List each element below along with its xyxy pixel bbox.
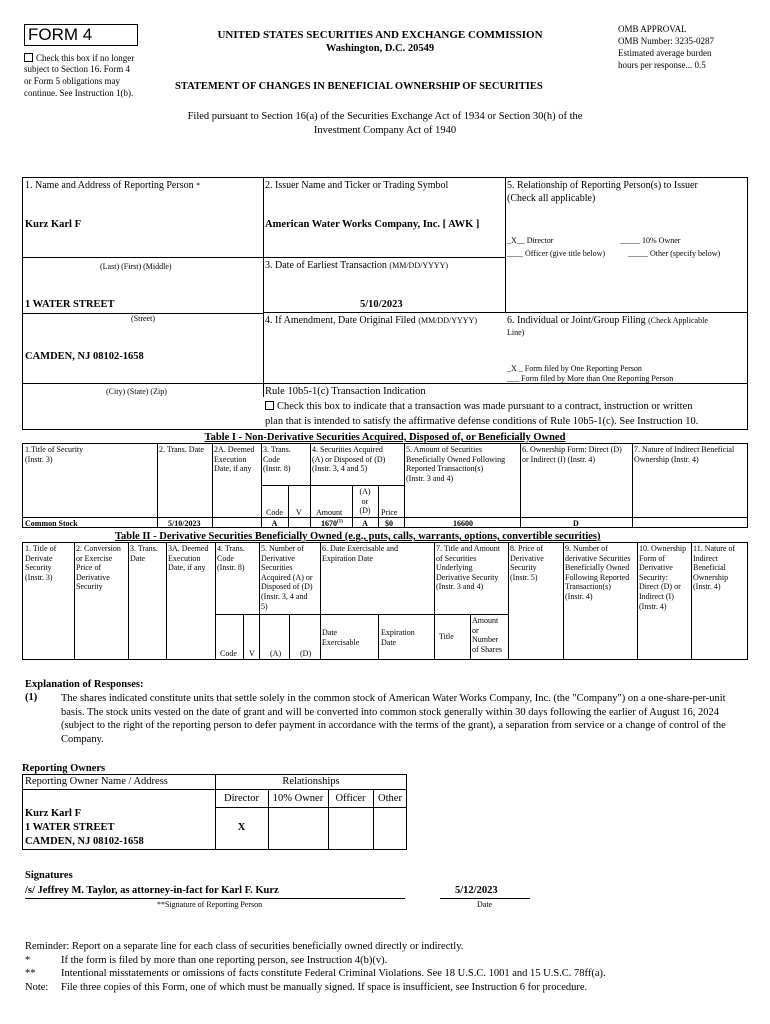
owner-city: CAMDEN, NJ 08102-1658 (25, 836, 144, 847)
footer-note1-mark: * (25, 955, 31, 966)
omb-line1: OMB APPROVAL (618, 24, 687, 34)
reporting-person-city: CAMDEN, NJ 08102-1658 (25, 351, 144, 362)
table1-title: Table I - Non-Derivative Securities Acquired, Disposed of, or Beneficially Owned (204, 432, 566, 443)
t2-sub-date-ex: Date Exercisable (322, 628, 360, 647)
filed-line2: Investment Company Act of 1940 (313, 125, 457, 136)
t1-h3: 2A. Deemed Execution Date, if any (214, 445, 255, 474)
owner-street: 1 WATER STREET (25, 822, 115, 833)
t1-sub-code: Code (266, 508, 283, 517)
t1-sub-aord: (A) or (D) (359, 487, 371, 516)
rule-text1: Check this box to indicate that a transaction was made pursuant to a contract, instruction or written (277, 401, 693, 412)
rule-checkbox-icon[interactable] (265, 401, 274, 410)
form-title: FORM 4 (28, 25, 93, 44)
officer-option: ____ Officer (give title below) (507, 249, 606, 258)
t2-sub-title: Title (439, 632, 454, 641)
statement-title: STATEMENT OF CHANGES IN BENEFICIAL OWNERSHIP OF SECURITIES (175, 81, 543, 92)
issuer-label: 2. Issuer Name and Ticker or Trading Symbol (265, 180, 449, 191)
t2-sub-amount: Amount or Number of Shares (472, 616, 502, 654)
t2-h12: 11. Nature of Indirect Beneficial Ownership (Instr. 4) (693, 544, 736, 592)
t1-sub-amount: Amount (316, 508, 343, 517)
t2-h10: 9. Number of derivative Securities Beneficially Owned Following Reported Transaction(s) (Instr. 4) (565, 544, 631, 601)
t2-h6: 5. Number of Derivative Securities Acquired (A) or Disposed of (D) (Instr. 3, 4 and 5) (261, 544, 313, 611)
t2-h5: 4. Trans. Code (Instr. 8) (217, 544, 245, 573)
footer-note3: File three copies of this Form, one of which must be manually signed. If space is insufficient, see Instruction 6 for procedure. (61, 982, 588, 993)
t1-row-amount: 1670$^{(1)}$ (321, 519, 343, 528)
checkbox-text-3: or Form 5 obligations may (24, 76, 120, 86)
no-longer-subject-checkbox[interactable] (24, 52, 134, 64)
t2-h11: 10. Ownership Form of Derivative Security: Direct (D) or Indirect (I) (Instr. 4) (639, 544, 687, 611)
explanation-text: The shares indicated constitute units that settle solely in the common stock of American Water Works Company, Inc. (the "Company") on a one-share-per-unit basis. The stock units vested on the date of grant and will be converted into common stock generally within 30 days following the earlier of August 16, 2024 (subject to the right of the reporting person to defer payment in accordance with the terms of the grant), a separation from service or a change of control of the Company. (61, 693, 726, 745)
explanation-heading: Explanation of Responses: (25, 679, 144, 690)
checkbox-text-2: subject to Section 16. Form 4 (24, 64, 130, 74)
filing-option-multiple: ___ Form filed by More than One Reporting Person (507, 374, 674, 383)
street-caption: (Street) (131, 314, 155, 323)
owners-col-other: Other (378, 793, 402, 804)
other-option: _____ Other (specify below) (628, 249, 721, 258)
reporting-person-street: 1 WATER STREET (25, 299, 115, 310)
t1-sub-price: Price (381, 508, 398, 517)
signature-text: /s/ Jeffrey M. Taylor, as attorney-in-fact for Karl F. Kurz (25, 885, 279, 896)
city-caption: (City) (State) (Zip) (106, 387, 167, 396)
signature-date: 5/12/2023 (455, 885, 498, 896)
owners-col-ten: 10% Owner (272, 793, 324, 804)
ten-percent-option: _____ 10% Owner (620, 236, 681, 245)
table2-title: Table II - Derivative Securities Beneficially Owned (e.g., puts, calls, warrants, options, convertible securities) (115, 531, 601, 542)
t2-h2: 2. Conversion or Exercise Price of Derivative Security (76, 544, 121, 592)
filing-label: 6. Individual or Joint/Group Filing (Check Applicable Line) (507, 315, 708, 337)
omb-line2: OMB Number: 3235-0287 (618, 36, 714, 46)
footer-note1: If the form is filed by more than one reporting person, see Instruction 4(b)(v). (61, 955, 388, 966)
footer-note2-mark: ** (25, 968, 36, 979)
t1-h4: 3. Trans. Code (Instr. 8) (263, 445, 291, 474)
t1-h2: 2. Trans. Date (159, 445, 204, 454)
omb-line4: hours per response... 0.5 (618, 60, 706, 70)
reporting-person-label: 1. Name and Address of Reporting Person * (25, 180, 201, 191)
t1-row-aord: A (362, 519, 368, 528)
relationship-label: 5. Relationship of Reporting Person(s) to Issuer (507, 180, 698, 191)
earliest-date-value: 5/10/2023 (360, 299, 403, 310)
owners-col-name: Reporting Owner Name / Address (25, 776, 168, 787)
signature-date-caption: Date (477, 900, 493, 909)
t1-row-title: Common Stock (25, 519, 78, 528)
t2-sub-code: Code (220, 649, 237, 658)
t1-row-date: 5/10/2023 (168, 519, 201, 528)
t2-sub-d: (D) (300, 649, 312, 658)
omb-line3: Estimated average burden (618, 48, 712, 58)
amendment-label: 4. If Amendment, Date Original Filed (MM/DD/YYYY) (265, 315, 477, 326)
t1-h5: 4. Securities Acquired (A) or Disposed of (D) (Instr. 3, 4 and 5) (312, 445, 386, 474)
t1-h7: 6. Ownership Form: Direct (D) or Indirect (I) (Instr. 4) (522, 445, 622, 464)
t2-h4: 3A. Deemed Execution Date, if any (168, 544, 209, 573)
t1-h8: 7. Nature of Indirect Beneficial Ownership (Instr. 4) (634, 445, 735, 464)
relationship-sublabel: (Check all applicable) (507, 193, 596, 204)
owners-heading: Reporting Owners (22, 763, 106, 774)
t2-h3: 3. Trans. Date (130, 544, 158, 563)
owners-col-director: Director (224, 793, 259, 804)
rule-checkbox[interactable] (265, 401, 693, 412)
t2-sub-exp: Expiration Date (381, 628, 415, 647)
footer-note2: Intentional misstatements or omissions of facts constitute Federal Criminal Violations. See 18 U.S.C. 1001 and 15 U.S.C. 78ff(a). (61, 968, 606, 979)
footer-note3-mark: Note: (25, 982, 49, 993)
t1-row-form: D (573, 519, 579, 528)
signature-caption: **Signature of Reporting Person (157, 900, 263, 909)
commission-line1: UNITED STATES SECURITIES AND EXCHANGE COMMISSION (217, 29, 543, 41)
t1-h1: 1.Title of Security (Instr. 3) (25, 445, 84, 464)
explanation-num: (1) (25, 692, 38, 703)
t2-h7: 6. Date Exercisable and Expiration Date (322, 544, 398, 563)
filed-line1: Filed pursuant to Section 16(a) of the Securities Exchange Act of 1934 or Section 30(h) of the (187, 111, 583, 122)
rule-text2: plan that is intended to satisfy the affirmative defense conditions of Rule 10b5-1(c). See Instruction 10. (265, 416, 699, 427)
rule-title: Rule 10b5-1(c) Transaction Indication (265, 386, 426, 397)
t1-h6: 5. Amount of Securities Beneficially Owned Following Reported Transaction(s) (Instr. 3 and 4) (406, 445, 506, 483)
checkbox-text-1: Check this box if no longer (36, 53, 135, 63)
t2-sub-a: (A) (270, 649, 282, 658)
t1-sub-v: V (296, 508, 302, 517)
footer-reminder: Reminder: Report on a separate line for each class of securities beneficially owned directly or indirectly. (25, 941, 464, 952)
t2-h9: 8. Price of Derivative Security (Instr. 5) (510, 544, 544, 582)
director-option: _X__ Director (507, 236, 554, 245)
commission-line2: Washington, D.C. 20549 (325, 43, 435, 54)
t1-row-owned: 16600 (453, 519, 473, 528)
name-caption: (Last) (First) (Middle) (100, 262, 172, 271)
owners-col-officer: Officer (335, 793, 366, 804)
issuer-name: American Water Works Company, Inc. [ AWK ] (265, 219, 480, 230)
t2-sub-v: V (249, 649, 255, 658)
t2-h8: 7. Title and Amount of Securities Underlying Derivative Security (Instr. 3 and 4) (436, 544, 501, 592)
filing-option-one: _X _ Form filed by One Reporting Person (507, 364, 642, 373)
checkbox-icon[interactable] (24, 53, 33, 62)
earliest-date-label: 3. Date of Earliest Transaction (MM/DD/YYYY) (265, 260, 449, 271)
t2-h1: 1. Title of Derivate Security (Instr. 3) (25, 544, 57, 582)
owner-director-mark: X (237, 822, 246, 833)
owner-name: Kurz Karl F (25, 808, 81, 819)
t1-row-code: A (271, 519, 278, 528)
t1-row-price: $0 (385, 519, 393, 528)
reporting-person-name: Kurz Karl F (25, 219, 81, 230)
signatures-heading: Signatures (25, 870, 73, 881)
checkbox-text-4: continue. See Instruction 1(b). (24, 88, 134, 98)
owners-col-rel: Relationships (282, 776, 340, 787)
